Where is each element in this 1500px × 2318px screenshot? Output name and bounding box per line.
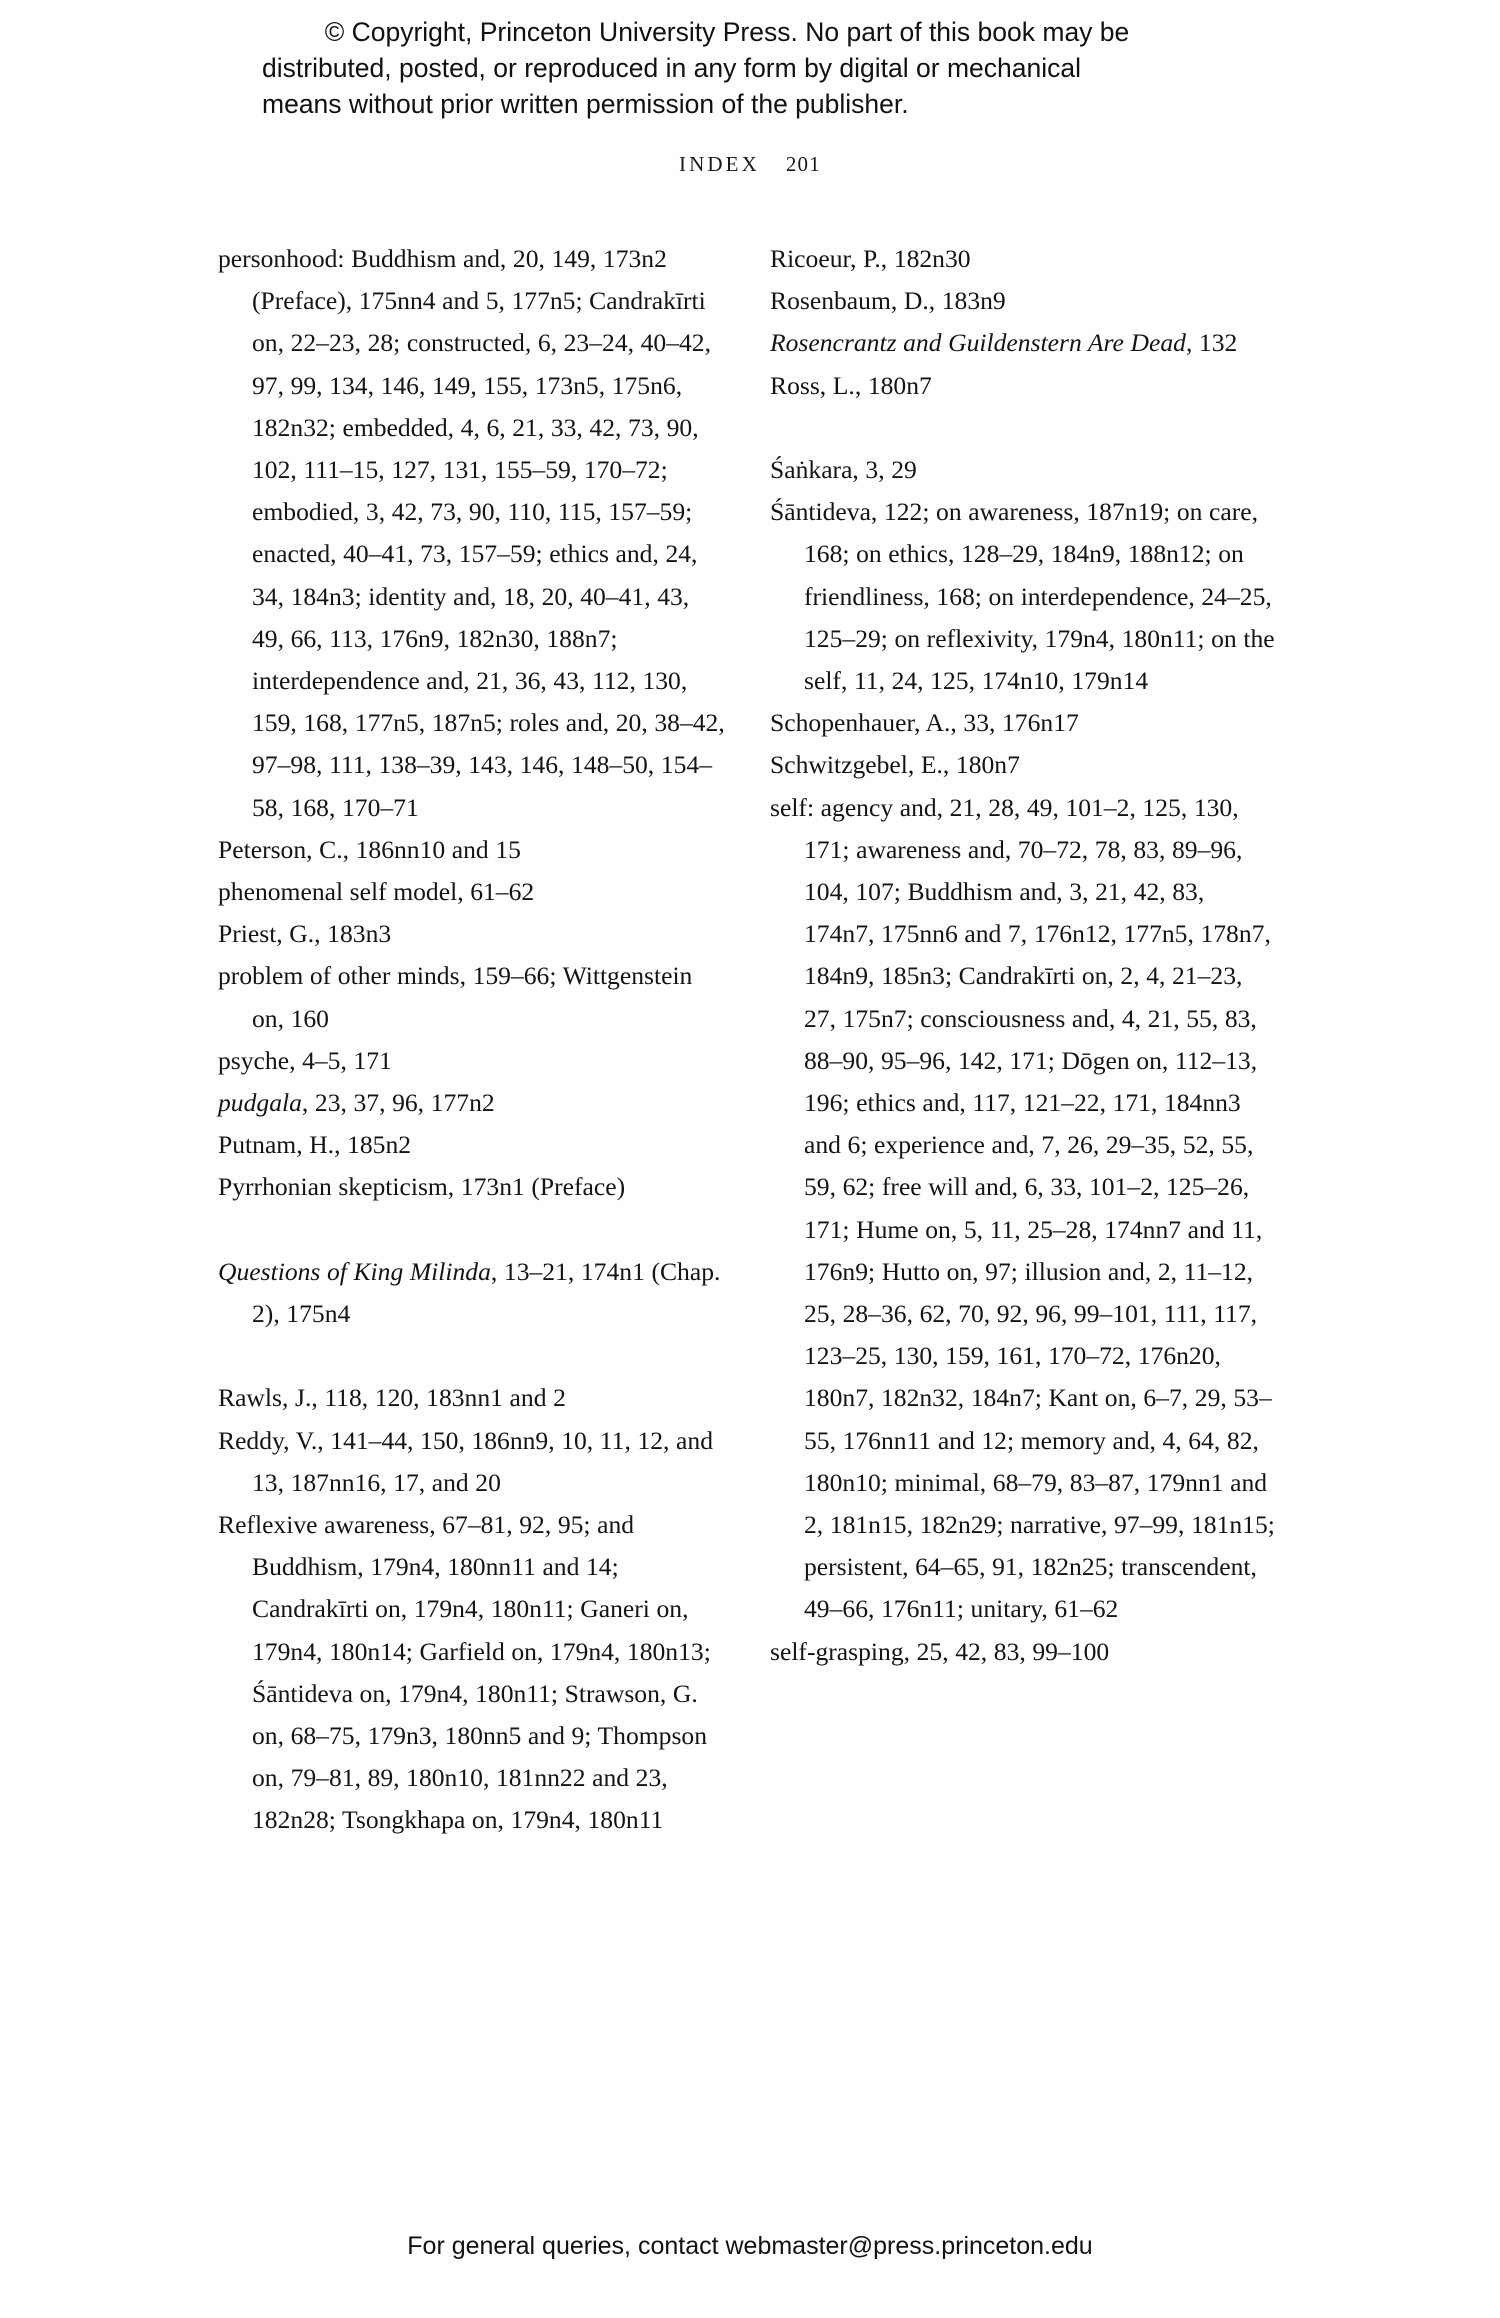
index-entry <box>770 1631 1278 1673</box>
index-entry <box>770 787 1278 1631</box>
index-entry <box>218 238 726 829</box>
index-entry <box>218 1377 726 1419</box>
index-entry-text: personhood: Buddhism and, 20, 149, 173n2 (Preface), 175nn4 and 5, 177n5; Candrakīrti on, 22–23, 28; constructed, 6, 23–24, 40–42, 97, 99, 134, 146, 149, 155, 173n5, 175n6, 182n32; embedded, 4, 6, 21, 33, 42, 73, 90, 102, 111–15, 127, 131, 155–59, 170–72; embodied, 3, 42, 73, 90, 110, 115, 157–59; enacted, 40–41, 73, 157–59; ethics and, 24, 34, 184n3; identity and, 18, 20, 40–41, 43, 49, 66, 113, 176n9, 182n30, 188n7; interdependence and, 21, 36, 43, 112, 130, 159, 168, 177n5, 187n5; roles and, 20, 38–42, 97–98, 111, 138–39, 143, 146, 148–50, 154–58, 168, 170–71 <box>218 244 725 822</box>
index-entry-text: Reflexive awareness, 67–81, 92, 95; and Buddhism, 179n4, 180nn11 and 14; Candrakīrti on, 179n4, 180n11; Ganeri on, 179n4, 180n14; Garfield on, 179n4, 180n13; Śāntideva on, 179n4, 180n11; Strawson, G. on, 68–75, 179n3, 180nn5 and 9; Thompson on, 79–81, 89, 180n10, 181nn22 and 23, 182n28; Tsongkhapa on, 179n4, 180n11 <box>218 1510 711 1835</box>
index-entry-text: Putnam, H., 185n2 <box>218 1130 412 1160</box>
footer-note: For general queries, contact webmaster@press.princeton.edu <box>407 2232 1093 2260</box>
index-entry-text: Śaṅkara, 3, 29 <box>770 455 917 484</box>
index-entry <box>218 1504 726 1842</box>
index-entry <box>218 955 726 1039</box>
index-entry-title: Questions of King Milinda <box>218 1256 491 1286</box>
index-entry-text: psyche, 4–5, 171 <box>218 1045 392 1075</box>
index-entry-text: Śāntideva, 122; on awareness, 187n19; on care, 168; on ethics, 128–29, 184n9, 188n12; on friendliness, 168; on interdependence, 24–25, 125–29; on reflexivity, 179n4, 180n11; on the self, 11, 24, 125, 174n10, 179n14 <box>770 497 1275 696</box>
running-head-label: INDEX <box>679 152 760 176</box>
index-entry-text: Schopenhauer, A., 33, 176n17 <box>770 708 1079 738</box>
index-entry <box>218 871 726 913</box>
index-body <box>0 238 1500 2128</box>
index-entry-text: Priest, G., 183n3 <box>218 919 392 949</box>
running-head <box>0 152 1500 177</box>
index-entry <box>770 702 1278 744</box>
index-entry-text: Schwitzgebel, E., 180n7 <box>770 750 1020 780</box>
index-entry-text: , 23, 37, 96, 177n2 <box>301 1088 495 1118</box>
index-column-right <box>770 238 1278 1673</box>
index-entry-text: self: agency and, 21, 28, 49, 101–2, 125, 130, 171; awareness and, 70–72, 78, 83, 89–96, 104, 107; Buddhism and, 3, 21, 42, 83, 174n7, 175nn6 and 7, 176n12, 177n5, 178n7, 184n9, 185n3; Candrakīrti on, 2, 4, 21–23, 27, 175n7; consciousness and, 4, 21, 55, 83, 88–90, 95–96, 142, 171; Dōgen on, 112–13, 196; ethics and, 117, 121–22, 171, 184nn3 and 6; experience and, 7, 26, 29–35, 52, 55, 59, 62; free will and, 6, 33, 101–2, 125–26, 171; Hume on, 5, 11, 25–28, 174nn7 and 11, 176n9; Hutto on, 97; illusion and, 2, 11–12, 25, 28–36, 62, 70, 92, 96, 99–101, 111, 117, 123–25, 130, 159, 161, 170–72, 176n20, 180n7, 182n32, 184n7; Kant on, 6–7, 29, 53–55, 176nn11 and 12; memory and, 4, 64, 82, 180n10; minimal, 68–79, 83–87, 179nn1 and 2, 181n15, 182n29; narrative, 97–99, 181n15; persistent, 64–65, 91, 182n25; transcendent, 49–66, 176n11; unitary, 61–62 <box>770 792 1275 1624</box>
index-entry <box>218 1040 726 1082</box>
index-entry <box>770 491 1278 702</box>
index-entry-text: Rawls, J., 118, 120, 183nn1 and 2 <box>218 1383 566 1413</box>
page-number: 201 <box>785 152 821 176</box>
index-entry-text: problem of other minds, 159–66; Wittgenstein on, 160 <box>218 961 693 1033</box>
index-entry <box>770 449 1278 491</box>
index-entry-text: phenomenal self model, 61–62 <box>218 877 535 907</box>
index-entry-text: Peterson, C., 186nn10 and 15 <box>218 834 521 864</box>
index-entry <box>770 280 1278 322</box>
index-entry <box>770 365 1278 407</box>
index-entry <box>770 322 1278 364</box>
index-entry <box>218 1420 726 1504</box>
index-entry-text: self-grasping, 25, 42, 83, 99–100 <box>770 1636 1110 1666</box>
index-entry-text: Ricoeur, P., 182n30 <box>770 244 971 273</box>
index-entry <box>218 1251 726 1335</box>
index-entry <box>218 913 726 955</box>
index-entry-text: , 13–21, 174n1 (Chap. 2), 175n4 <box>252 1256 721 1329</box>
index-entry <box>218 829 726 871</box>
index-entry <box>770 238 1278 280</box>
index-entry-text: Pyrrhonian skepticism, 173n1 (Preface) <box>218 1172 626 1202</box>
copyright-notice <box>262 14 1192 122</box>
index-entry-text: Reddy, V., 141–44, 150, 186nn9, 10, 11, 12, and 13, 187nn16, 17, and 20 <box>218 1425 713 1497</box>
index-entry <box>770 744 1278 786</box>
copyright-line-1: © Copyright, Princeton University Press. No part of this book may be <box>324 17 1130 47</box>
copyright-line-2: distributed, posted, or reproduced in any form by digital or mechanical <box>262 53 1081 83</box>
index-entry-text: Rosenbaum, D., 183n9 <box>770 286 1006 316</box>
index-entry <box>218 1166 726 1208</box>
index-entry <box>218 1124 726 1166</box>
index-entry <box>218 1082 726 1124</box>
index-entry-text: , 132 <box>1185 328 1238 358</box>
index-entry-title: pudgala <box>218 1088 302 1118</box>
index-entry-text: Ross, L., 180n7 <box>770 370 932 400</box>
copyright-line-3: means without prior written permission of the publisher. <box>262 89 909 119</box>
index-column-left <box>218 238 726 1842</box>
index-entry-title: Rosencrantz and Guildenstern Are Dead <box>770 328 1186 358</box>
